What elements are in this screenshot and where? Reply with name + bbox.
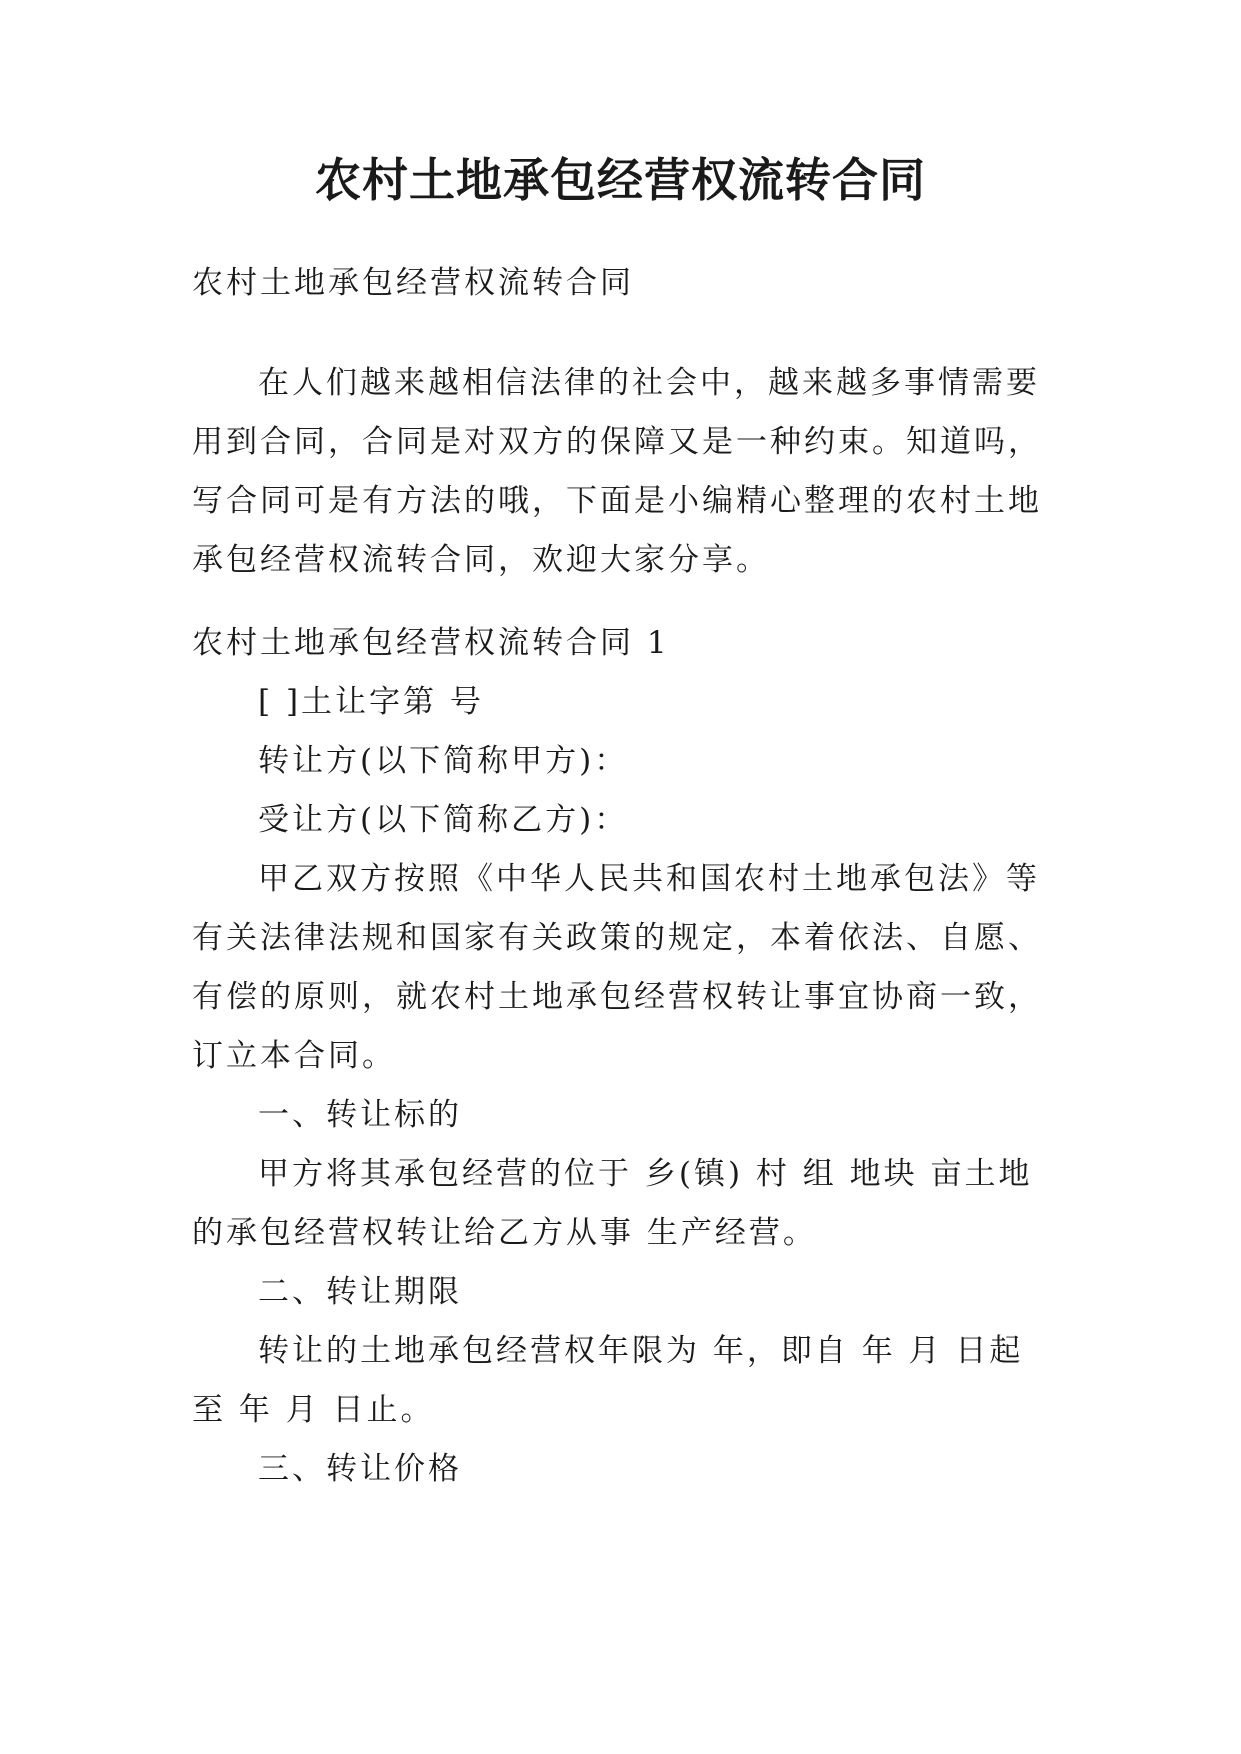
contract-body (192, 673, 1056, 1499)
clause-heading-2: 二、转让期限 (258, 1274, 462, 1310)
clause-1-paragraph: 甲方将其承包经营的位于 乡(镇) 村 组 地块 亩土地的承包经营权转让给乙方从事 生产经营。 (192, 1156, 1033, 1251)
preamble-paragraph: 甲乙双方按照《中华人民共和国农村土地承包法》等有关法律法规和国家有关政策的规定，本着依法、自愿、有偿的原则，就农村土地承包经营权转让事宜协商一致，订立本合同。 (192, 861, 1042, 1074)
intro-paragraph: 在人们越来越相信法律的社会中，越来越多事情需要用到合同，合同是对双方的保障又是一种约束。知道吗，写合同可是有方法的哦，下面是小编精心整理的农村土地承包经营权流转合同，欢迎大家分享。 (192, 365, 1042, 578)
document-title: 农村土地承包经营权流转合同 (315, 153, 926, 207)
section-heading: 农村土地承包经营权流转合同 1 (192, 625, 670, 661)
clause-heading-3: 三、转让价格 (258, 1451, 462, 1487)
clause-heading-1: 一、转让标的 (258, 1097, 462, 1133)
document-subtitle: 农村土地承包经营权流转合同 (192, 265, 634, 301)
transferor-line: 转让方(以下简称甲方)： (258, 743, 629, 779)
document-number-line: [ ]土让字第 号 (258, 684, 484, 720)
transferee-line: 受让方(以下简称乙方)： (258, 802, 629, 838)
clause-2-paragraph: 转让的土地承包经营权年限为 年，即自 年 月 日起至 年 月 日止。 (192, 1333, 1024, 1428)
